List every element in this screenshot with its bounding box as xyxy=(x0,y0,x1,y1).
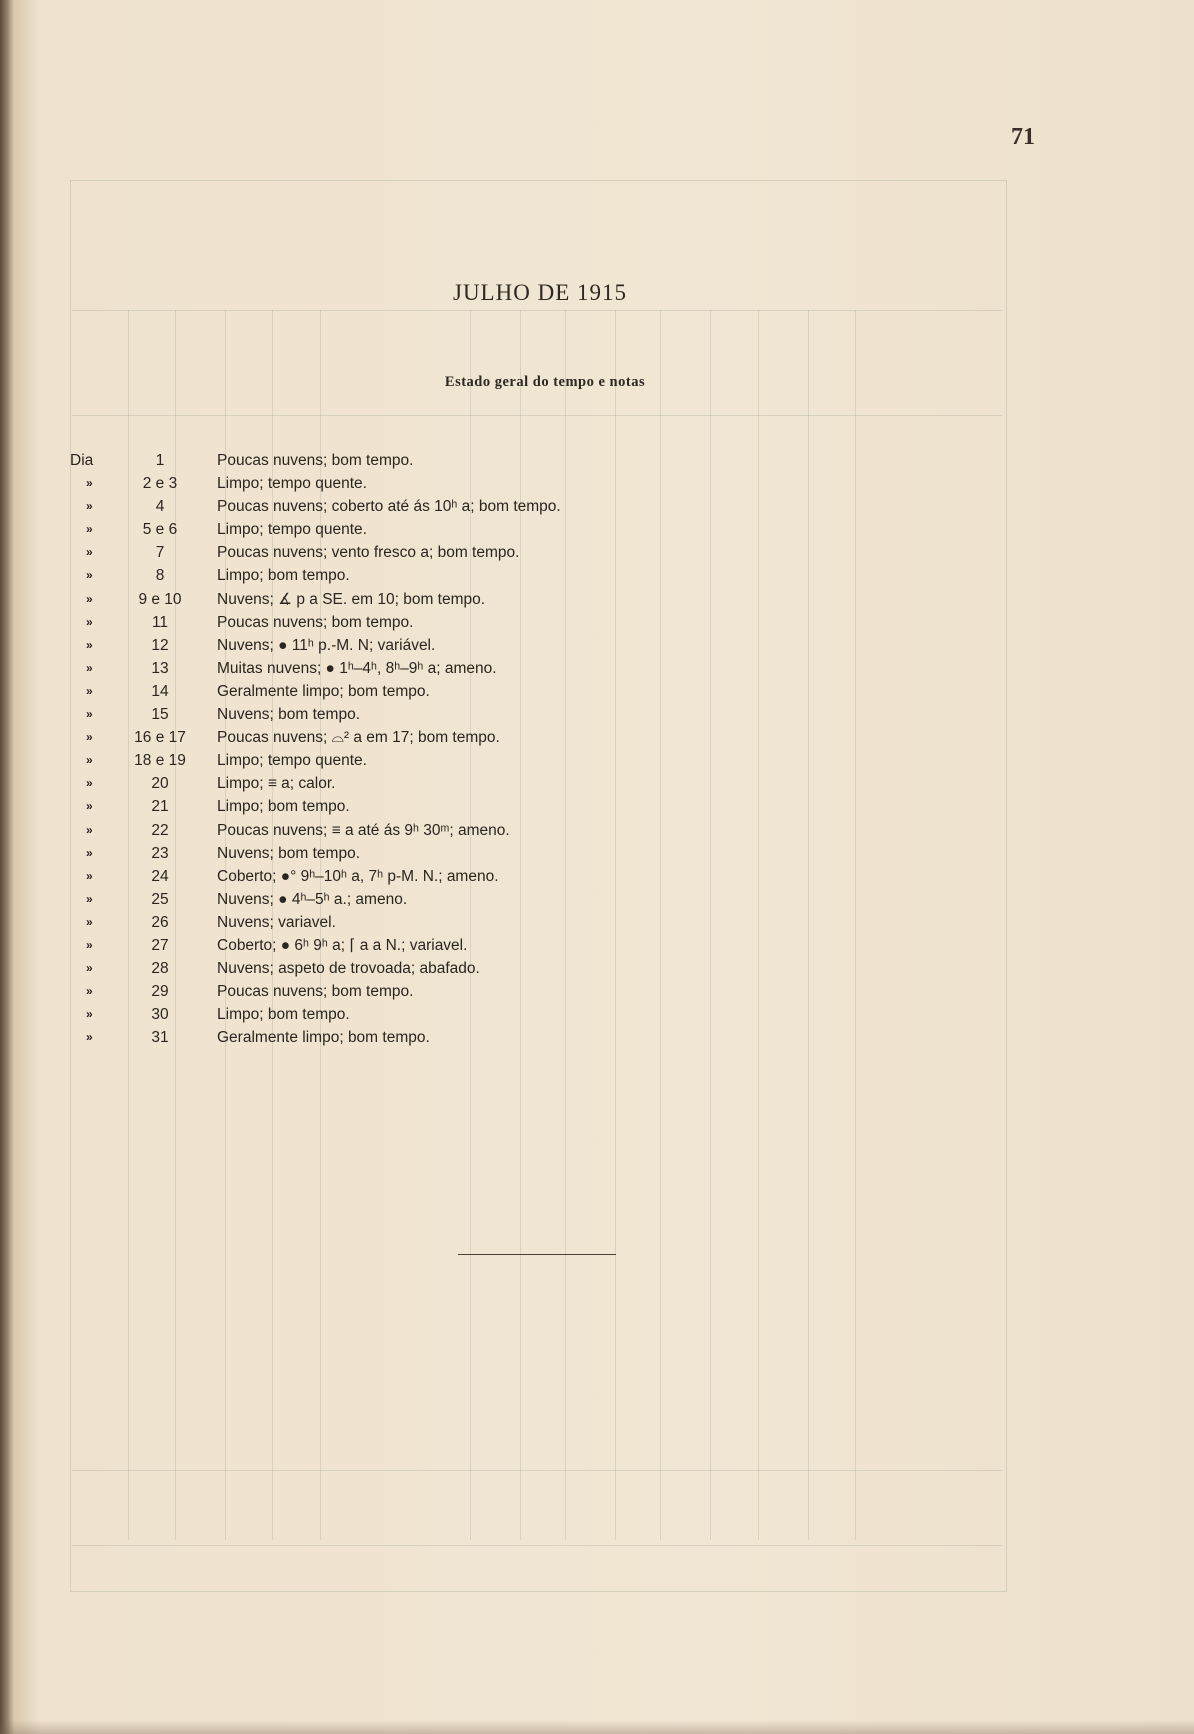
list-item xyxy=(0,842,1194,865)
section-heading: Estado geral do tempo e notas xyxy=(444,374,646,390)
ditto-mark: » xyxy=(86,753,93,768)
weather-note: Limpo; bom tempo. xyxy=(217,567,350,585)
weather-note: Limpo; tempo quente. xyxy=(217,475,367,493)
day-number: 28 xyxy=(151,960,169,978)
weather-note: Geralmente limpo; bom tempo. xyxy=(217,1029,430,1047)
list-item xyxy=(0,726,1194,749)
weather-note: Limpo; bom tempo. xyxy=(217,1006,350,1024)
weather-note: Geralmente limpo; bom tempo. xyxy=(217,682,430,700)
weather-note: Limpo; tempo quente. xyxy=(217,521,367,539)
weather-note: Coberto; ●° 9ʰ–10ʰ a, 7ʰ p-M. N.; ameno. xyxy=(217,867,499,885)
weather-note: Nuvens; variavel. xyxy=(217,913,336,931)
ditto-mark: » xyxy=(86,822,93,837)
day-number: 23 xyxy=(151,844,169,862)
weather-notes-list xyxy=(0,449,1194,1049)
list-item xyxy=(0,495,1194,518)
ditto-mark: » xyxy=(86,591,93,606)
weather-note: Poucas nuvens; bom tempo. xyxy=(217,613,414,631)
day-number: 31 xyxy=(151,1029,169,1047)
day-number: 12 xyxy=(151,636,169,654)
ditto-mark: » xyxy=(86,522,93,537)
ditto-mark: » xyxy=(86,683,93,698)
ditto-mark: » xyxy=(86,868,93,883)
day-number: 8 xyxy=(155,567,165,585)
ditto-mark: » xyxy=(86,545,93,560)
weather-note: Nuvens; ● 11ʰ p.-M. N; variável. xyxy=(217,636,436,654)
weather-note: Limpo; tempo quente. xyxy=(217,752,367,770)
list-item xyxy=(0,564,1194,587)
list-item xyxy=(0,634,1194,657)
weather-note: Nuvens; aspeto de trovoada; abafado. xyxy=(217,960,480,978)
day-number: 4 xyxy=(155,498,165,516)
list-item xyxy=(0,1003,1194,1026)
list-item xyxy=(0,588,1194,611)
list-item xyxy=(0,911,1194,934)
ditto-mark: » xyxy=(86,937,93,952)
day-number: 11 xyxy=(151,613,169,631)
ditto-mark: » xyxy=(86,637,93,652)
page-edge-shadow xyxy=(0,1720,1194,1734)
day-number: 13 xyxy=(151,659,169,677)
list-item xyxy=(0,703,1194,726)
list-item xyxy=(0,611,1194,634)
day-number: 5 e 6 xyxy=(142,521,178,539)
list-item xyxy=(0,541,1194,564)
ditto-mark: » xyxy=(86,707,93,722)
weather-note: Coberto; ● 6ʰ 9ʰ a; ⌈ a a N.; variavel. xyxy=(217,936,468,954)
weather-note: Nuvens; ∡ p a SE. em 10; bom tempo. xyxy=(217,590,486,608)
list-item xyxy=(0,1026,1194,1049)
ditto-mark: » xyxy=(86,1030,93,1045)
list-item xyxy=(0,957,1194,980)
day-number: 9 e 10 xyxy=(138,590,182,608)
closing-rule xyxy=(458,1254,616,1255)
day-number: 14 xyxy=(151,682,169,700)
list-item xyxy=(0,865,1194,888)
ditto-mark: » xyxy=(86,914,93,929)
ditto-mark: » xyxy=(86,984,93,999)
page-number: 71 xyxy=(1011,124,1035,150)
ditto-mark: » xyxy=(86,660,93,675)
weather-note: Nuvens; bom tempo. xyxy=(217,706,361,724)
weather-note: Nuvens; ● 4ʰ–5ʰ a.; ameno. xyxy=(217,890,408,908)
weather-note: Poucas nuvens; ⌓² a em 17; bom tempo. xyxy=(217,729,500,747)
ditto-mark: » xyxy=(86,1007,93,1022)
list-item xyxy=(0,819,1194,842)
weather-note: Poucas nuvens; coberto até ás 10ʰ a; bom tempo. xyxy=(217,498,561,516)
month-title: JULHO DE 1915 xyxy=(453,280,627,305)
ditto-mark: » xyxy=(86,891,93,906)
weather-note: Poucas nuvens; bom tempo. xyxy=(217,452,414,469)
weather-note: Limpo; bom tempo. xyxy=(217,798,350,816)
weather-note: Muitas nuvens; ● 1ʰ–4ʰ, 8ʰ–9ʰ a; ameno. xyxy=(217,659,497,677)
list-item xyxy=(0,888,1194,911)
list-item xyxy=(0,657,1194,680)
list-item xyxy=(0,449,1194,472)
show-through-rule xyxy=(72,415,1002,416)
day-number: 18 e 19 xyxy=(134,752,186,770)
day-number: 1 xyxy=(155,452,165,469)
day-number: 21 xyxy=(151,798,169,816)
weather-note: Nuvens; bom tempo. xyxy=(217,844,361,862)
day-number: 24 xyxy=(151,867,169,885)
ditto-mark: » xyxy=(86,730,93,745)
day-prefix: Dia xyxy=(70,452,94,469)
ditto-mark: » xyxy=(86,799,93,814)
show-through-rule xyxy=(72,1470,1002,1471)
show-through-rule xyxy=(72,310,1002,311)
weather-note: Poucas nuvens; vento fresco a; bom tempo. xyxy=(217,544,520,562)
day-number: 29 xyxy=(151,983,169,1001)
day-number: 26 xyxy=(151,913,169,931)
weather-note: Limpo; ≡ a; calor. xyxy=(217,775,336,793)
day-number: 15 xyxy=(151,706,169,724)
ditto-mark: » xyxy=(86,476,93,491)
day-number: 25 xyxy=(151,890,169,908)
ditto-mark: » xyxy=(86,499,93,514)
show-through-rule xyxy=(72,1545,1002,1546)
day-number: 22 xyxy=(151,821,169,839)
list-item xyxy=(0,934,1194,957)
weather-note: Poucas nuvens; ≡ a até ás 9ʰ 30ᵐ; ameno. xyxy=(217,821,510,839)
day-number: 20 xyxy=(151,775,169,793)
ditto-mark: » xyxy=(86,776,93,791)
weather-note: Poucas nuvens; bom tempo. xyxy=(217,983,414,1001)
list-item xyxy=(0,749,1194,772)
list-item xyxy=(0,980,1194,1003)
list-item xyxy=(0,795,1194,818)
day-number: 30 xyxy=(151,1006,169,1024)
list-item xyxy=(0,472,1194,495)
ditto-mark: » xyxy=(86,614,93,629)
ditto-mark: » xyxy=(86,568,93,583)
day-number: 2 e 3 xyxy=(142,475,178,493)
day-number: 7 xyxy=(155,544,165,562)
list-item xyxy=(0,772,1194,795)
list-item xyxy=(0,680,1194,703)
ditto-mark: » xyxy=(86,845,93,860)
ditto-mark: » xyxy=(86,961,93,976)
day-number: 27 xyxy=(151,936,169,954)
day-number: 16 e 17 xyxy=(134,729,186,747)
list-item xyxy=(0,518,1194,541)
